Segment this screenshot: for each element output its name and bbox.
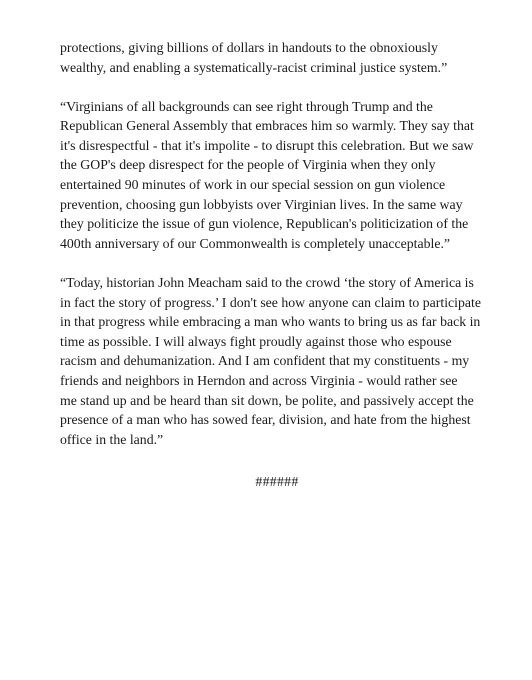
document-body bbox=[60, 38, 500, 491]
paragraph-virginians-quote: “Virginians of all backgrounds can see right through Trump and the Republican General Assembly that embraces him so warmly. They say that it's disrespectful - that it's impolite - to disrupt this celebration. But we saw the GOP's deep disrespect for the people of Virginia when they only entertained 90 minutes of work in our special session on gun violence prevention, choosing gun lobbyists over Virginian lives. In the same way they politicize the issue of gun violence, Republican's politicization of the 400th anniversary of our Commonwealth is completely unacceptable.” bbox=[60, 98, 474, 251]
paragraph-meacham-quote: “Today, historian John Meacham said to the crowd ‘the story of America is in fact the story of progress.’ I don't see how anyone can claim to participate in that progress while embracing a man who wants to bring us as far back in time as possible. I will always fight proudly against those who espouse racism and dehumanization. And I am confident that my constituents - my friends and neighbors in Herndon and across Virginia - would rather see me stand up and be heard than sit down, be polite, and passively accept the presence of a man who has sowed fear, division, and hate from the highest office in the land.” bbox=[60, 274, 481, 447]
paragraph-continued-quote: protections, giving billions of dollars in handouts to the obnoxiously wealthy, and enabling a systematically-racist criminal justice system.” bbox=[60, 40, 448, 75]
end-of-release-mark: ###### bbox=[255, 473, 299, 489]
